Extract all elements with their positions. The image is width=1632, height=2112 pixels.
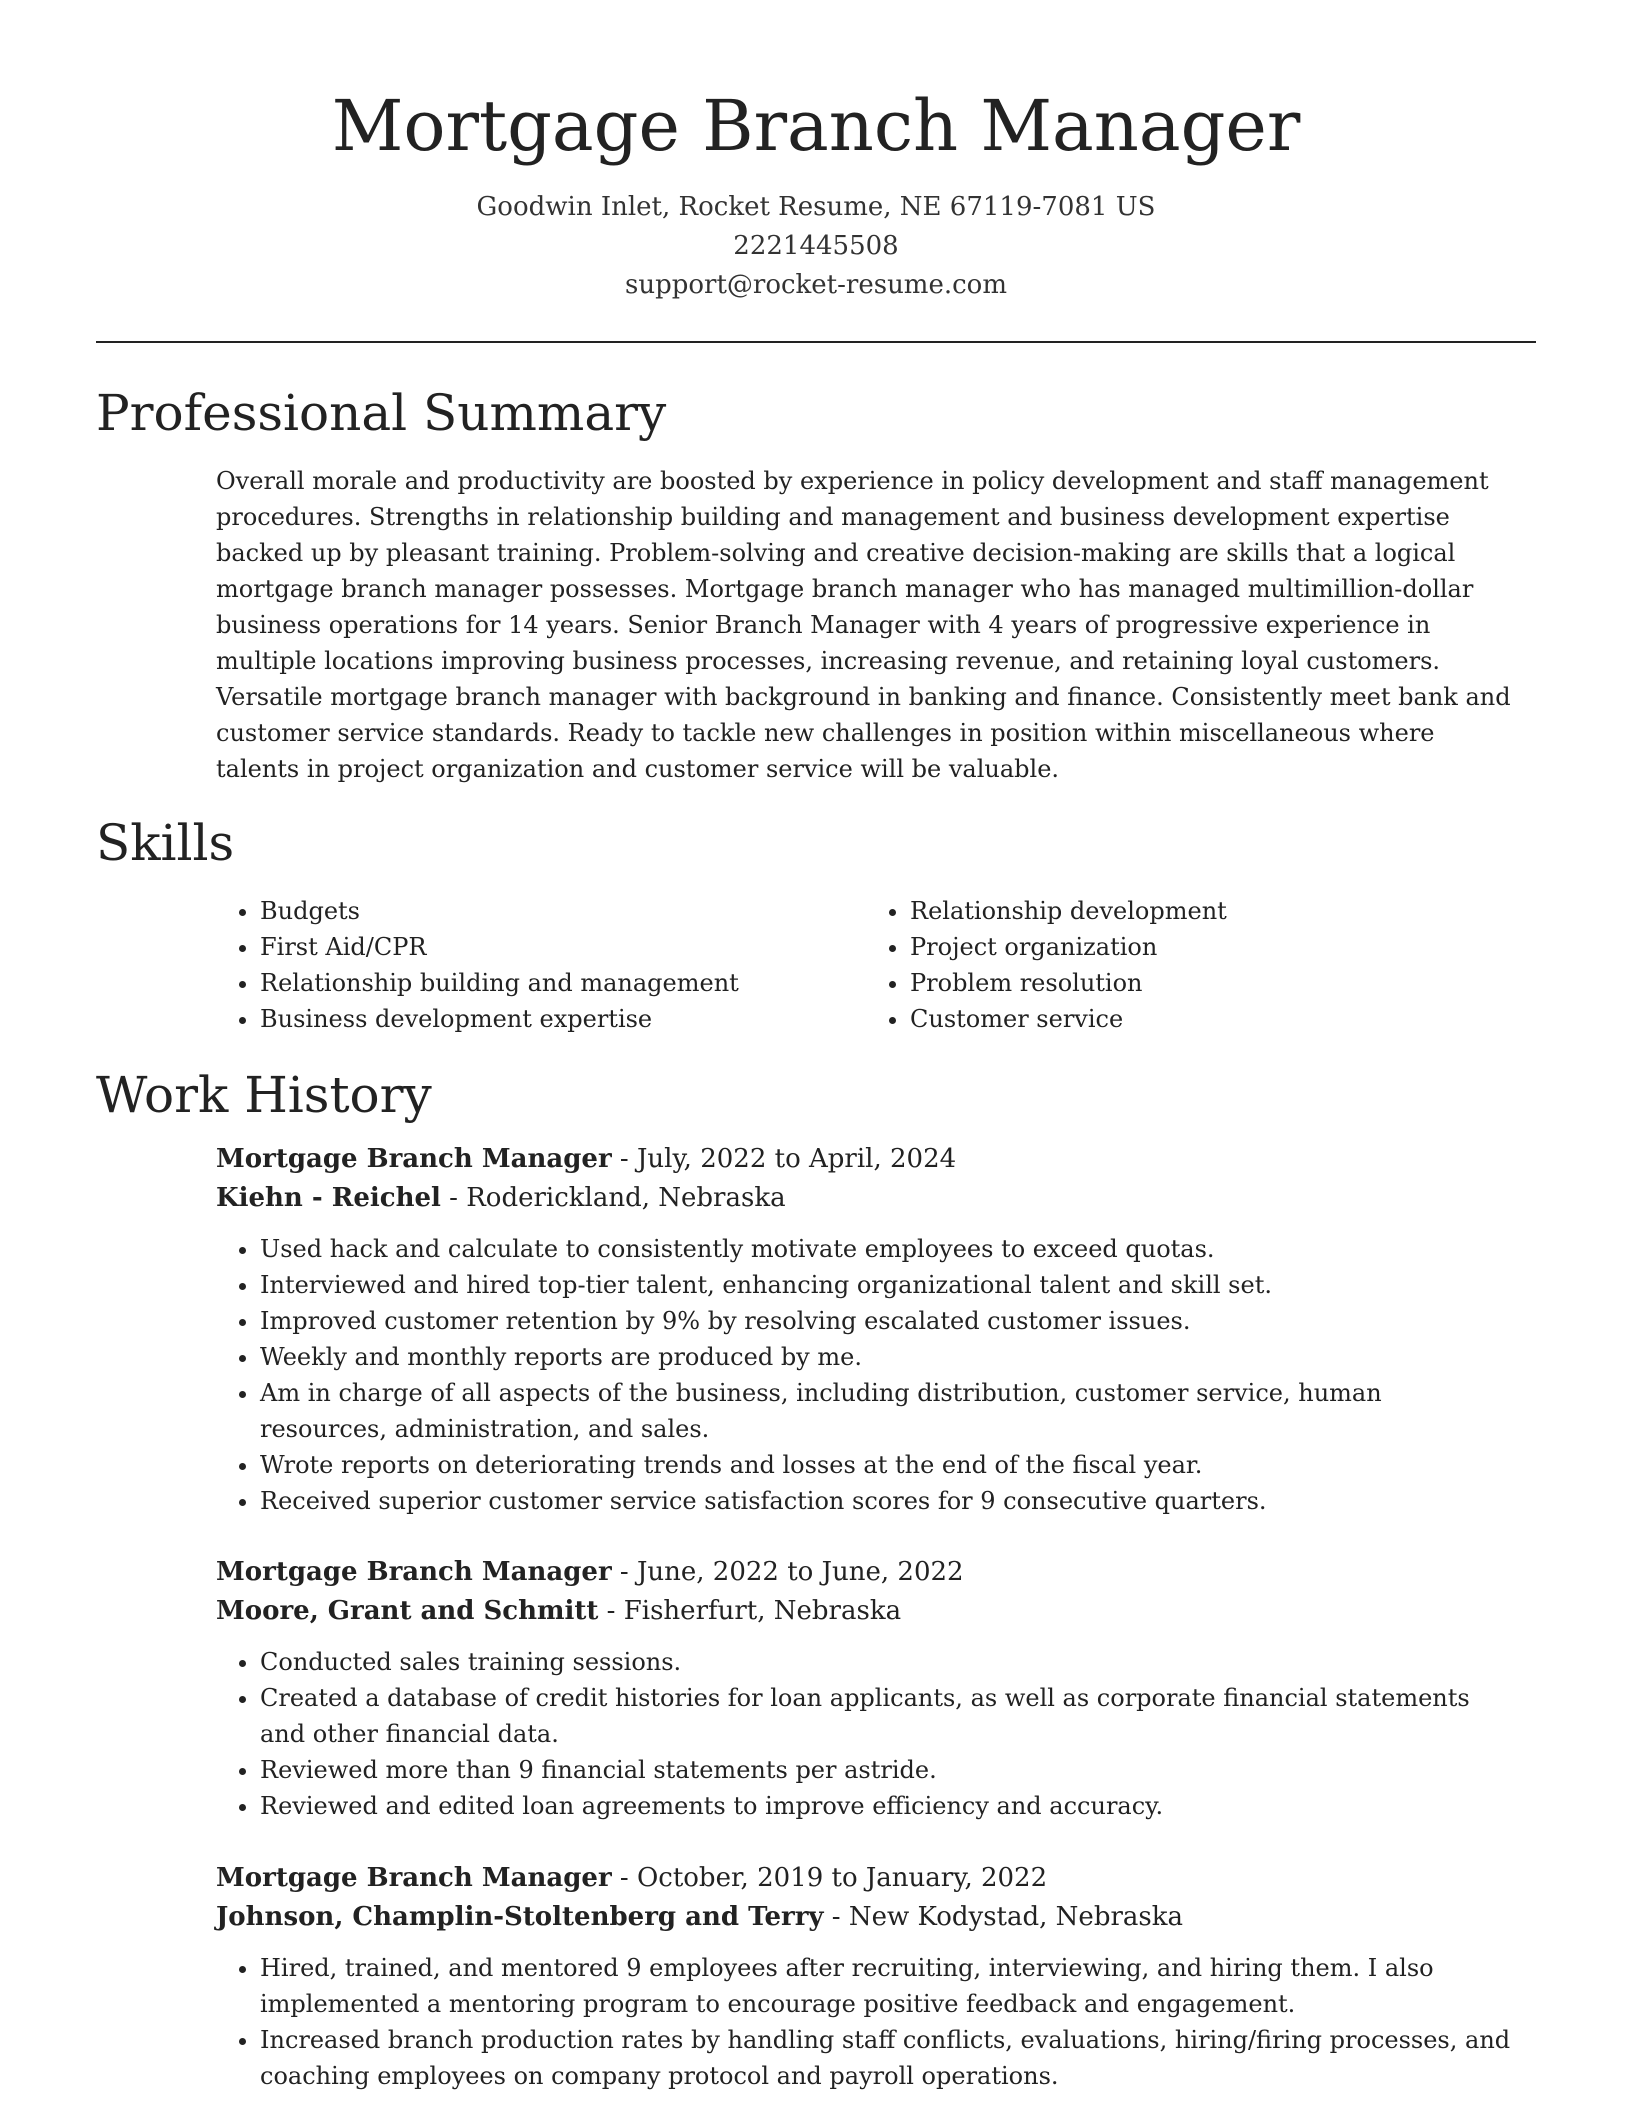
skills-heading: Skills	[96, 814, 235, 872]
job-company: Johnson, Champlin-Stoltenberg and Terry	[216, 1902, 824, 1932]
job-bullet: • Conducted sales training sessions.	[260, 1644, 1516, 1680]
job-bullet: • Am in charge of all aspects of the business, including distribution, customer service, human resources, administration, and sales.	[260, 1375, 1516, 1447]
job-title: Mortgage Branch Manager	[216, 1557, 612, 1587]
skill-item: • Business development expertise	[260, 1001, 866, 1037]
job-bullets	[216, 1644, 1516, 1824]
job-title: Mortgage Branch Manager	[216, 1863, 612, 1893]
job-entry	[216, 1553, 1516, 1824]
skills-column-right	[866, 893, 1516, 1037]
job-location: - Roderickland, Nebraska	[440, 1183, 786, 1213]
email: support@rocket-resume.com	[624, 270, 1007, 300]
job-bullet: • Reviewed more than 9 financial statements per astride.	[260, 1752, 1516, 1788]
job-bullet: • Hired, trained, and mentored 9 employees after recruiting, interviewing, and hiring them. I also implemented a mentoring program to encourage positive feedback and engagement.	[260, 1950, 1516, 2022]
job-company-line	[216, 1179, 1516, 1218]
job-bullet: • Created a database of credit histories for loan applicants, as well as corporate financial statements and other financial data.	[260, 1680, 1516, 1752]
job-company: Kiehn - Reichel	[216, 1183, 441, 1213]
job-entry	[216, 1140, 1516, 1519]
job-bullet: • Weekly and monthly reports are produced by me.	[260, 1339, 1516, 1375]
job-dates: - October, 2019 to January, 2022	[611, 1863, 1048, 1893]
job-bullet: • Increased branch production rates by handling staff conflicts, evaluations, hiring/firing processes, and coaching employees on company protocol and payroll operations.	[260, 2022, 1516, 2094]
skills-list	[216, 893, 1516, 1037]
job-title-line	[216, 1553, 1516, 1592]
job-bullets	[216, 1231, 1516, 1519]
skill-item: • Customer service	[910, 1001, 1516, 1037]
contact-block	[0, 188, 1632, 305]
job-location: - New Kodystad, Nebraska	[823, 1902, 1183, 1932]
job-title-line	[216, 1859, 1516, 1898]
job-bullet: • Improved customer retention by 9% by resolving escalated customer issues.	[260, 1303, 1516, 1339]
skills-column-left	[216, 893, 866, 1037]
job-company-line	[216, 1898, 1516, 1937]
address: Goodwin Inlet, Rocket Resume, NE 67119-7081 US	[476, 192, 1156, 222]
job-location: - Fisherfurt, Nebraska	[598, 1596, 902, 1626]
job-bullets	[216, 1950, 1516, 2094]
job-title: Mortgage Branch Manager	[216, 1144, 612, 1174]
job-company: Moore, Grant and Schmitt	[216, 1596, 599, 1626]
summary-heading: Professional Summary	[96, 384, 667, 442]
job-dates: - June, 2022 to June, 2022	[611, 1557, 964, 1587]
summary-text: Overall morale and productivity are boosted by experience in policy development and staff management procedures. Strengths in relationship building and management and business development expertise backed up by pleasant training. Problem-solving and creative decision-making are skills that a logical mortgage branch manager possesses. Mortgage branch manager who has managed multimillion-dollar business operations for 14 years. Senior Branch Manager with 4 years of progressive experience in multiple locations improving business processes, increasing revenue, and retaining loyal customers. Versatile mortgage branch manager with background in banking and finance. Consistently meet bank and customer service standards. Ready to tackle new challenges in position within miscellaneous where talents in project organization and customer service will be valuable.	[216, 467, 1511, 783]
job-bullet: • Received superior customer service satisfaction scores for 9 consecutive quarters.	[260, 1483, 1516, 1519]
skill-item: • Budgets	[260, 893, 866, 929]
job-bullet: • Wrote reports on deteriorating trends and losses at the end of the fiscal year.	[260, 1447, 1516, 1483]
candidate-name: Mortgage Branch Manager	[331, 85, 1301, 167]
job-bullet: • Used hack and calculate to consistently motivate employees to exceed quotas.	[260, 1231, 1516, 1267]
job-entry	[216, 1859, 1516, 2094]
resume-header	[0, 0, 1632, 305]
skill-item: • First Aid/CPR	[260, 929, 866, 965]
header-divider	[96, 341, 1536, 343]
job-company-line	[216, 1592, 1516, 1631]
work-history-heading: Work History	[96, 1066, 432, 1124]
skill-item: • Relationship development	[910, 893, 1516, 929]
skill-item: • Problem resolution	[910, 965, 1516, 1001]
job-title-line	[216, 1140, 1516, 1179]
job-bullet: • Reviewed and edited loan agreements to improve efficiency and accuracy.	[260, 1788, 1516, 1824]
phone: 2221445508	[733, 231, 899, 261]
job-bullet: • Interviewed and hired top-tier talent, enhancing organizational talent and skill set.	[260, 1267, 1516, 1303]
job-dates: - July, 2022 to April, 2024	[611, 1144, 957, 1174]
skill-item: • Relationship building and management	[260, 965, 866, 1001]
skill-item: • Project organization	[910, 929, 1516, 965]
